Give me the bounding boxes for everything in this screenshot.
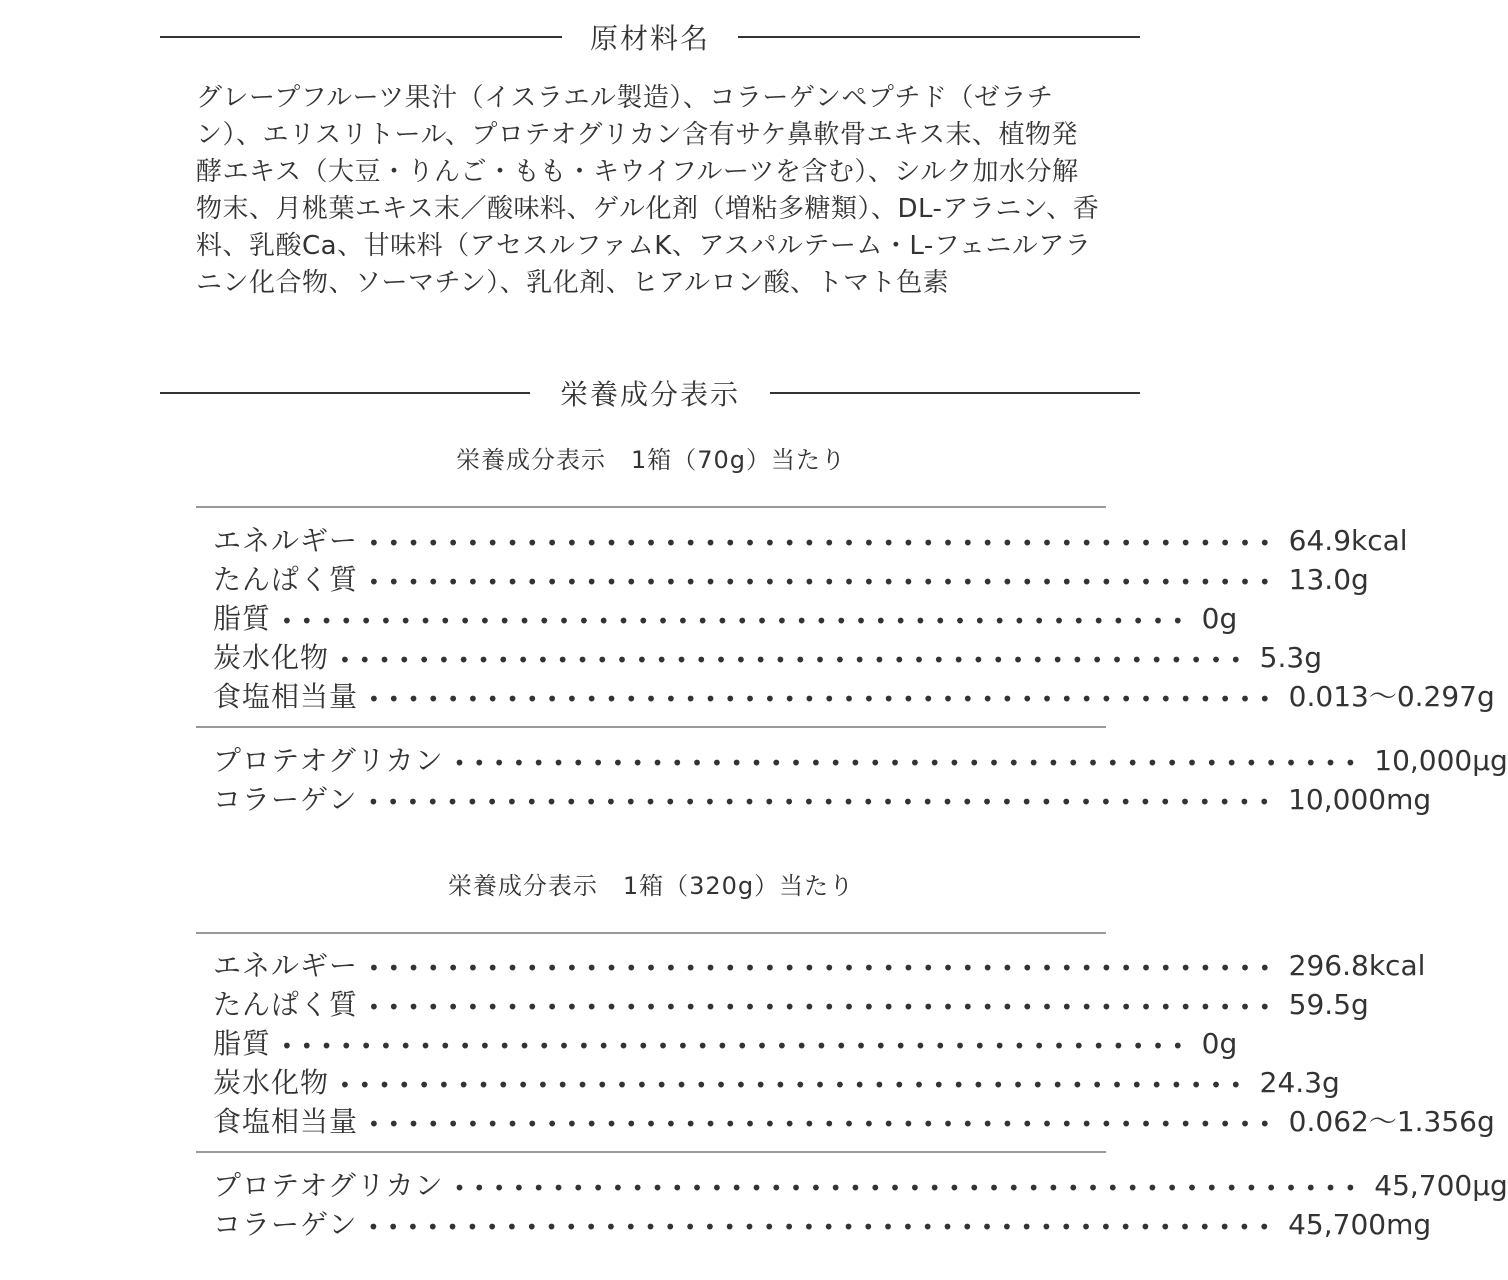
nutrition-row [213,1166,1508,1205]
nutrition-row [213,946,1426,985]
nutrient-name: 炭水化物 [213,1066,330,1099]
nutrition-row [213,599,1238,638]
dot-leader: •••••••••••••••••••••••••••••••••••••••••••••• [368,956,1279,980]
divider-right [770,392,1140,394]
nutrient-name: エネルギー [213,949,359,982]
table-divider [196,506,1106,508]
nutrition-main-rows [213,946,1495,1141]
nutrient-name: エネルギー [213,524,359,557]
nutrient-value: 10,000mg [1288,783,1432,816]
nutrition-table-title: 栄養成分表示 1箱（70g）当たり [455,446,847,474]
nutrition-row [213,985,1369,1024]
nutrient-value: 59.5g [1288,988,1369,1021]
nutrient-name: コラーゲン [213,1208,358,1241]
ingredients-header [160,17,1140,57]
nutrient-value: 45,700mg [1288,1208,1432,1241]
dot-leader: •••••••••••••••••••••••••••••••••••••••••••••• [367,1215,1279,1239]
nutrition-main-rows [213,521,1495,716]
nutrient-value: 0g [1201,1027,1238,1060]
nutrition-heading: 栄養成分表示 [560,378,741,411]
nutrient-value: 13.0g [1288,563,1369,596]
nutrient-name: コラーゲン [213,783,358,816]
nutrient-name: プロテオグリカン [213,744,444,777]
table-divider [196,1151,1106,1153]
table-divider [196,726,1106,728]
nutrition-header [160,373,1140,413]
ingredients-heading: 原材料名 [590,22,711,55]
nutrient-name: 脂質 [213,1027,272,1060]
dot-leader: •••••••••••••••••••••••••••••••••••••••••••••• [368,687,1279,711]
dot-leader: •••••••••••••••••••••••••••••••••••••••••••••• [368,995,1279,1019]
dot-leader: •••••••••••••••••••••••••••••••••••••••••••••• [368,531,1279,555]
nutrient-value: 45,700μg [1374,1169,1508,1202]
ingredients-text: グレープフルーツ果汁（イスラエル製造）、コラーゲンペプチド（ゼラチン）、エリスリトール、プロテオグリカン含有サケ鼻軟骨エキス末、植物発酵エキス（大豆・りんご・もも・キウイフルーツを含む）、シルク加水分解物末、月桃葉エキス末／酸味料、ゲル化剤（増粘多糖類）、DL-アラニン、香料、乳酸Ca、甘味料（アセスルファムK、アスパルテーム・L-フェニルアラニン化合物、ソーマチン）、乳化剤、ヒアルロン酸、トマト色素 [196,83,1100,298]
nutrition-row [213,741,1508,780]
dot-leader: •••••••••••••••••••••••••••••••••••••••••••••• [339,1073,1250,1097]
dot-leader: •••••••••••••••••••••••••••••••••••••••••••••• [368,570,1279,594]
nutrition-row [213,560,1369,599]
nutrition-row [213,521,1408,560]
dot-leader: •••••••••••••••••••••••••••••••••••••••••••••• [368,1112,1279,1136]
nutrition-extra-rows [213,741,1508,819]
nutrient-name: たんぱく質 [213,563,359,596]
nutrient-value: 296.8kcal [1288,949,1426,982]
nutrient-name: 脂質 [213,602,272,635]
nutrient-value: 5.3g [1259,641,1322,674]
nutrient-value: 24.3g [1259,1066,1340,1099]
dot-leader: •••••••••••••••••••••••••••••••••••••••••••••• [339,648,1250,672]
nutrient-name: 食塩相当量 [213,1105,359,1138]
table-divider [196,932,1106,934]
nutrition-row [213,677,1495,716]
nutrition-extra-rows [213,1166,1508,1244]
divider-left [160,392,530,394]
nutrition-row [213,1102,1495,1141]
nutrient-value: 0.013〜0.297g [1288,680,1495,713]
divider-left [160,36,562,38]
nutrient-name: プロテオグリカン [213,1169,444,1202]
nutrition-row [213,1205,1432,1244]
nutrient-name: 炭水化物 [213,641,330,674]
nutrition-row [213,638,1322,677]
dot-leader: •••••••••••••••••••••••••••••••••••••••••••••• [367,790,1279,814]
nutrition-row [213,1024,1238,1063]
nutrition-table-title: 栄養成分表示 1箱（320g）当たり [447,872,855,900]
nutrient-value: 0.062〜1.356g [1288,1105,1495,1138]
dot-leader: •••••••••••••••••••••••••••••••••••••••••••••• [281,1034,1192,1058]
nutrient-name: 食塩相当量 [213,680,359,713]
nutrient-value: 10,000μg [1374,744,1508,777]
nutrition-row [213,1063,1340,1102]
nutrition-row [213,780,1432,819]
nutrient-value: 0g [1201,602,1238,635]
dot-leader: •••••••••••••••••••••••••••••••••••••••••••••• [453,751,1365,775]
dot-leader: •••••••••••••••••••••••••••••••••••••••••••••• [453,1176,1365,1200]
nutrient-name: たんぱく質 [213,988,359,1021]
divider-right [738,36,1140,38]
nutrient-value: 64.9kcal [1288,524,1408,557]
dot-leader: •••••••••••••••••••••••••••••••••••••••••••••• [281,609,1192,633]
